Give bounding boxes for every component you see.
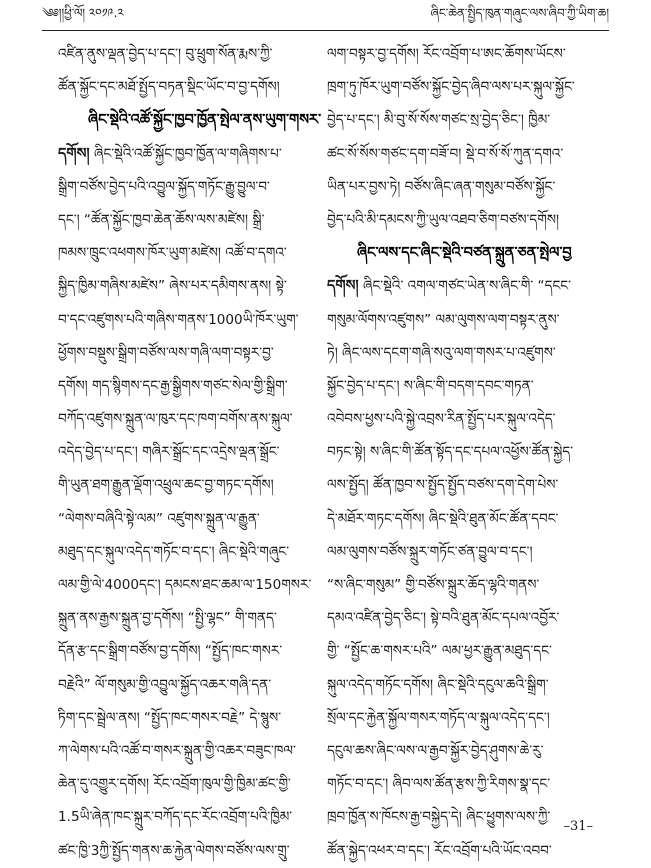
section-heading: ཞིང་སྡེའི་འཚོ་སྐྱོང་ཁྱབ་ཁྱོན་སྤེལ་ནས་ཡུག་གསར་ (88, 112, 322, 129)
body-line: བཏང་སྟེ། ས་ཞིང་གི་ཚོན་སྟོད་དང་དཔལ་འཕྱོས་ཚོན་སྐྱེད་ (327, 444, 574, 461)
body-line: སྲོལ་དང་རྐྱེན་སྐྱོལ་གསར་གཏོད་ལ་སྐུལ་འདེད་དང་། (327, 709, 550, 726)
left-column (58, 38, 328, 868)
body-line: མཐུད་དང་སྐུལ་འདེད་གཏོང་བ་དང་། ཞིང་སྡེའི་གཞུང་ (58, 543, 290, 560)
body-line (327, 270, 595, 303)
body-line: ཀ་ལེགས་པའི་འཚོ་བ་གསར་སྐྲུན་གྱི་འཆར་བཟུང་ཁལ་ (58, 742, 296, 759)
body-line: དགོས། གད་སྙིགས་དང་རྒྱ་སྒྱིགས་གཙང་སེལ་གྱི་སྒྲིག་ (58, 377, 288, 394)
body-line: ཏེ། ཞིང་ལས་དངག་གཞི་སའུ་ལག་གསར་པ་འཛུགས་ (327, 344, 556, 361)
body-line: དེ་མཐོར་གཏང་དགོས། ཞིང་སྡེའི་ཐུན་མོང་ཚོན་དབང་ (327, 510, 559, 527)
body-line: ཏིག་དང་སྦྲེལ་ནས། “སྤྱོད་ཁང་གསར་བརྗེ” དེ་སྙུས་ (58, 709, 282, 726)
body-line: བརྗེའི” ལོ་གསུམ་གྱི་འབྱུལ་སྐྱོད་འཆར་གཞི་དན་ (58, 676, 272, 693)
body-line: ཡིན་པར་བྱས་ཏེ། བཙོས་ཞིང་ཞན་གསུམ་བཙོས་སྐྱོང་ (327, 178, 556, 195)
body-line: འབེབས་ཕྱས་པའི་སྐྱེ་འབྲས་རིན་སྤྱོད་པར་སྐུལ་འདེད་ (327, 411, 556, 428)
body-line: བྱེད་པའི་མི་དམངས་ཀྱི་ཡུལ་འཐབ་ཅིག་བཙས་དགོས། (327, 211, 560, 228)
running-header (42, 6, 609, 28)
body-line: ཁམས་ཁྲུང་འཕགས་ཁོར་ཡུག་མཛེས། འཚོ་བ་དགའ་ (58, 245, 287, 262)
body-line: ཁྲབ་ཁྱོན་ས་ཁོངས་རྒྱ་བསྐྱེད་དེ། ཞིང་ཕྱུགས་ལས་ཀྱི་ (327, 809, 551, 826)
body-line: དོན་རྩ་དང་སྒྲིག་བཙོས་བྱ་དགོས། “སྤྱོད་ཁང་གསར་ (58, 643, 283, 660)
header-right-text: ཞིང་ཆེན་སྤྱིད་ཁུན་གཞུང་ལས་ཞིབ་ཀྱི་ཡིག་ཆ། (430, 6, 609, 20)
page-number: –31– (563, 819, 593, 834)
header-left-text: ༄༅།།ཕྱི་ལོ། ༢༠༡༩.༢ (42, 6, 124, 20)
body-line: ཆེན་དུ་འགྱུར་དགོས། རོང་འབྲོག་ཁུལ་གྱི་ཁྱིམ་ཚང་གྱི་ (58, 776, 291, 793)
body-line: ལམ་ལུགས་བཙོས་སྐྲུར་གཏོང་ཙན་བྱུལ་བ་དང་། (327, 543, 533, 560)
body-line: འདེད་བྱེད་པ་དང་། གཞིར་སྒྲོང་དང་འདྲེས་ལྡན་སྒྲོང་ (58, 444, 280, 461)
body-line: གཏོང་བ་དང་། ཞིབ་ལས་ཚོན་རྩས་ཀྱི་རིགས་སྣ་དང་ (327, 776, 551, 793)
body-line: སྐྱིད་ཁྱིམ་གཞིས་མཛེས” ཞེས་པར་དམིགས་ནས། སྟེ་ (58, 278, 287, 295)
body-line: གསུམ་ལོགས་འཛུགས” ལམ་ལུགས་ལག་བསྟར་ནུས་ (327, 311, 560, 328)
body-line: དང་། “ཚོན་སྐྱོང་ཁྱབ་ཆེན་ཆོས་ལས་མཛེས། སྒྲི་ (58, 211, 265, 228)
body-line: སྐྱོང་བྱེད་པ་དང་། ས་ཞིང་གི་བདག་དབང་གཏན་ (327, 377, 534, 394)
body-line: “ས་ཞིང་གསུམ” གྱི་བཙོས་སྐྲུར་ཆོད་ལྷའི་གནས་ (327, 577, 540, 593)
body-line: དམའ་འཛིན་བྱེད་ཅིང་། སྟེ་བའི་ཐུན་མོང་དཔལ་འབྱོར་ (327, 610, 560, 627)
body-line: ཚོན་སྐྱེད་འཕར་བ་དང་། རོང་འབྲོག་པའི་ཡོང་འབབ་ (327, 842, 552, 859)
section-heading: ཞིང་ལས་དང་ཞིང་སྡེའི་བཙན་སྐྲུན་ཅན་སྤེལ་བྱ (357, 245, 572, 262)
body-line: བཀོད་འཛུགས་སྐྲུན་ལ་ཁུར་དང་ཁག་བགོས་ནས་སྐུལ་ (58, 411, 293, 428)
body-line: ཚང་སོ་སོས་གཙང་དག་བཟོ་བ། སྡེ་བ་སོ་སོ་ཀུན་དགའ་ (327, 145, 564, 162)
body-line: སྒྲིག་བཙོས་བྱེད་པའི་འབྱུལ་སྐྱོད་གཏོང་རྒྱུ་བྱུལ་བ་ (58, 178, 270, 195)
body-line: 1.5ཡི་ཞེན་ཁང་སྐྲུར་བཀོད་དང་རོང་འབྲོག་པའི་ཁྱིམ་ (58, 809, 293, 826)
body-line: ལས་སྤྱོད། ཚོན་ཁྱབ་ས་སྤྱོད་སྤྱོད་བཙས་དག་དེག་པེས་ (327, 477, 559, 494)
body-line: གྱི་ “སྤྱོང་ཆ་གསར་པའི” ལམ་ཕྱར་རྒྱུན་མཐུད་དང་ (327, 643, 552, 660)
body-text: ཞིང་སྡེའི་ འགལ་གཙང་ཡེན་ས་ཞིང་གི་ “དངང་ (362, 278, 571, 295)
right-column (327, 38, 595, 868)
body-line: “ལེགས་བཞིའི་སྟེ་ལམ” འཛུགས་སྐྲུན་ལ་རྒྱུན་ (58, 510, 260, 527)
body-line: སྐུལ་འདེད་གཏོང་དགོས། ཞིང་སྡེའི་དངུལ་ཆའི་སྒྲིག་ (327, 676, 549, 693)
body-line: ལག་བསྟར་བྱ་དགོས། རོང་འབྲོག་པ་ཨང་ཆོགས་ཡོངས་ (327, 46, 566, 62)
body-line: གི་ཡུན་ཐག་རྒྱུན་ལྡོག་འཕྲུལ་ཆང་བྱ་གཏང་དགོས། (58, 477, 274, 494)
body-line: དངུལ་ཆས་ཞིང་ལས་ལ་རྒྱབ་སྐྱོར་བྱེད་ཤུགས་ཆེ་རུ་ (327, 742, 544, 759)
body-line: བ་དང་འཛུགས་པའི་གཞིས་གནས་1000ཡི་ཁོར་ཡུག་ (58, 311, 299, 328)
body-line (58, 138, 328, 171)
header-rule (42, 30, 609, 31)
body-line: ཚོན་སྐྱོང་དང་མཐོ་སྤྱོད་བཏན་སྡིང་ཡོང་བ་བྱ་དགོས། (58, 79, 280, 96)
body-text: ཞིང་སྡེའི་འཚོ་སྐྱོང་ཁྱབ་ཁྱོན་ལ་གཞིགས་པ་ (93, 145, 282, 162)
body-line: བྱེད་པ་དང་། མི་བུ་སོ་སོས་གཙང་སྲ་བྱེད་ཅིང་། ཁྱིམ་ (327, 112, 551, 129)
body-line: ལམ་གྱི་ལེ་4000དང་། དམངས་ཐང་ཆམ་ལ་150གསར་ (58, 577, 312, 593)
body-line: ཚང་ཁྱི་3ཀྱི་སྤྱོད་གནས་ཆ་རྐྱེན་ལེགས་བཙོས་ལས་གྲུ་ (58, 842, 290, 859)
body-line: ཕྱོགས་བསྡུས་སྒྲིག་བཙོས་ལས་གཞི་ལག་བསྟར་བྱ་ (58, 344, 274, 361)
body-line: སྐྲུན་ནས་རྒྱས་སྐྲུན་བྱ་དགོས། “སྤྱི་ལྷང” གི་གནད་ (58, 610, 277, 627)
section-heading-continuation: དགོས། (58, 145, 90, 162)
body-line: འཛིན་ནུས་ལྡན་བྱེད་པ་དང་། བུ་ཕྲུག་སོན་རྨས་ཀྱི་ (58, 46, 273, 62)
section-heading-continuation: དགོས། (327, 278, 359, 295)
body-line: ཁྲག་ཏུ་ཁོར་ཡུག་བཙོས་སྐྱོང་བྱེད་ཞིབ་ལས་པར་སྐུལ་སྐྱོང་ (327, 79, 575, 96)
